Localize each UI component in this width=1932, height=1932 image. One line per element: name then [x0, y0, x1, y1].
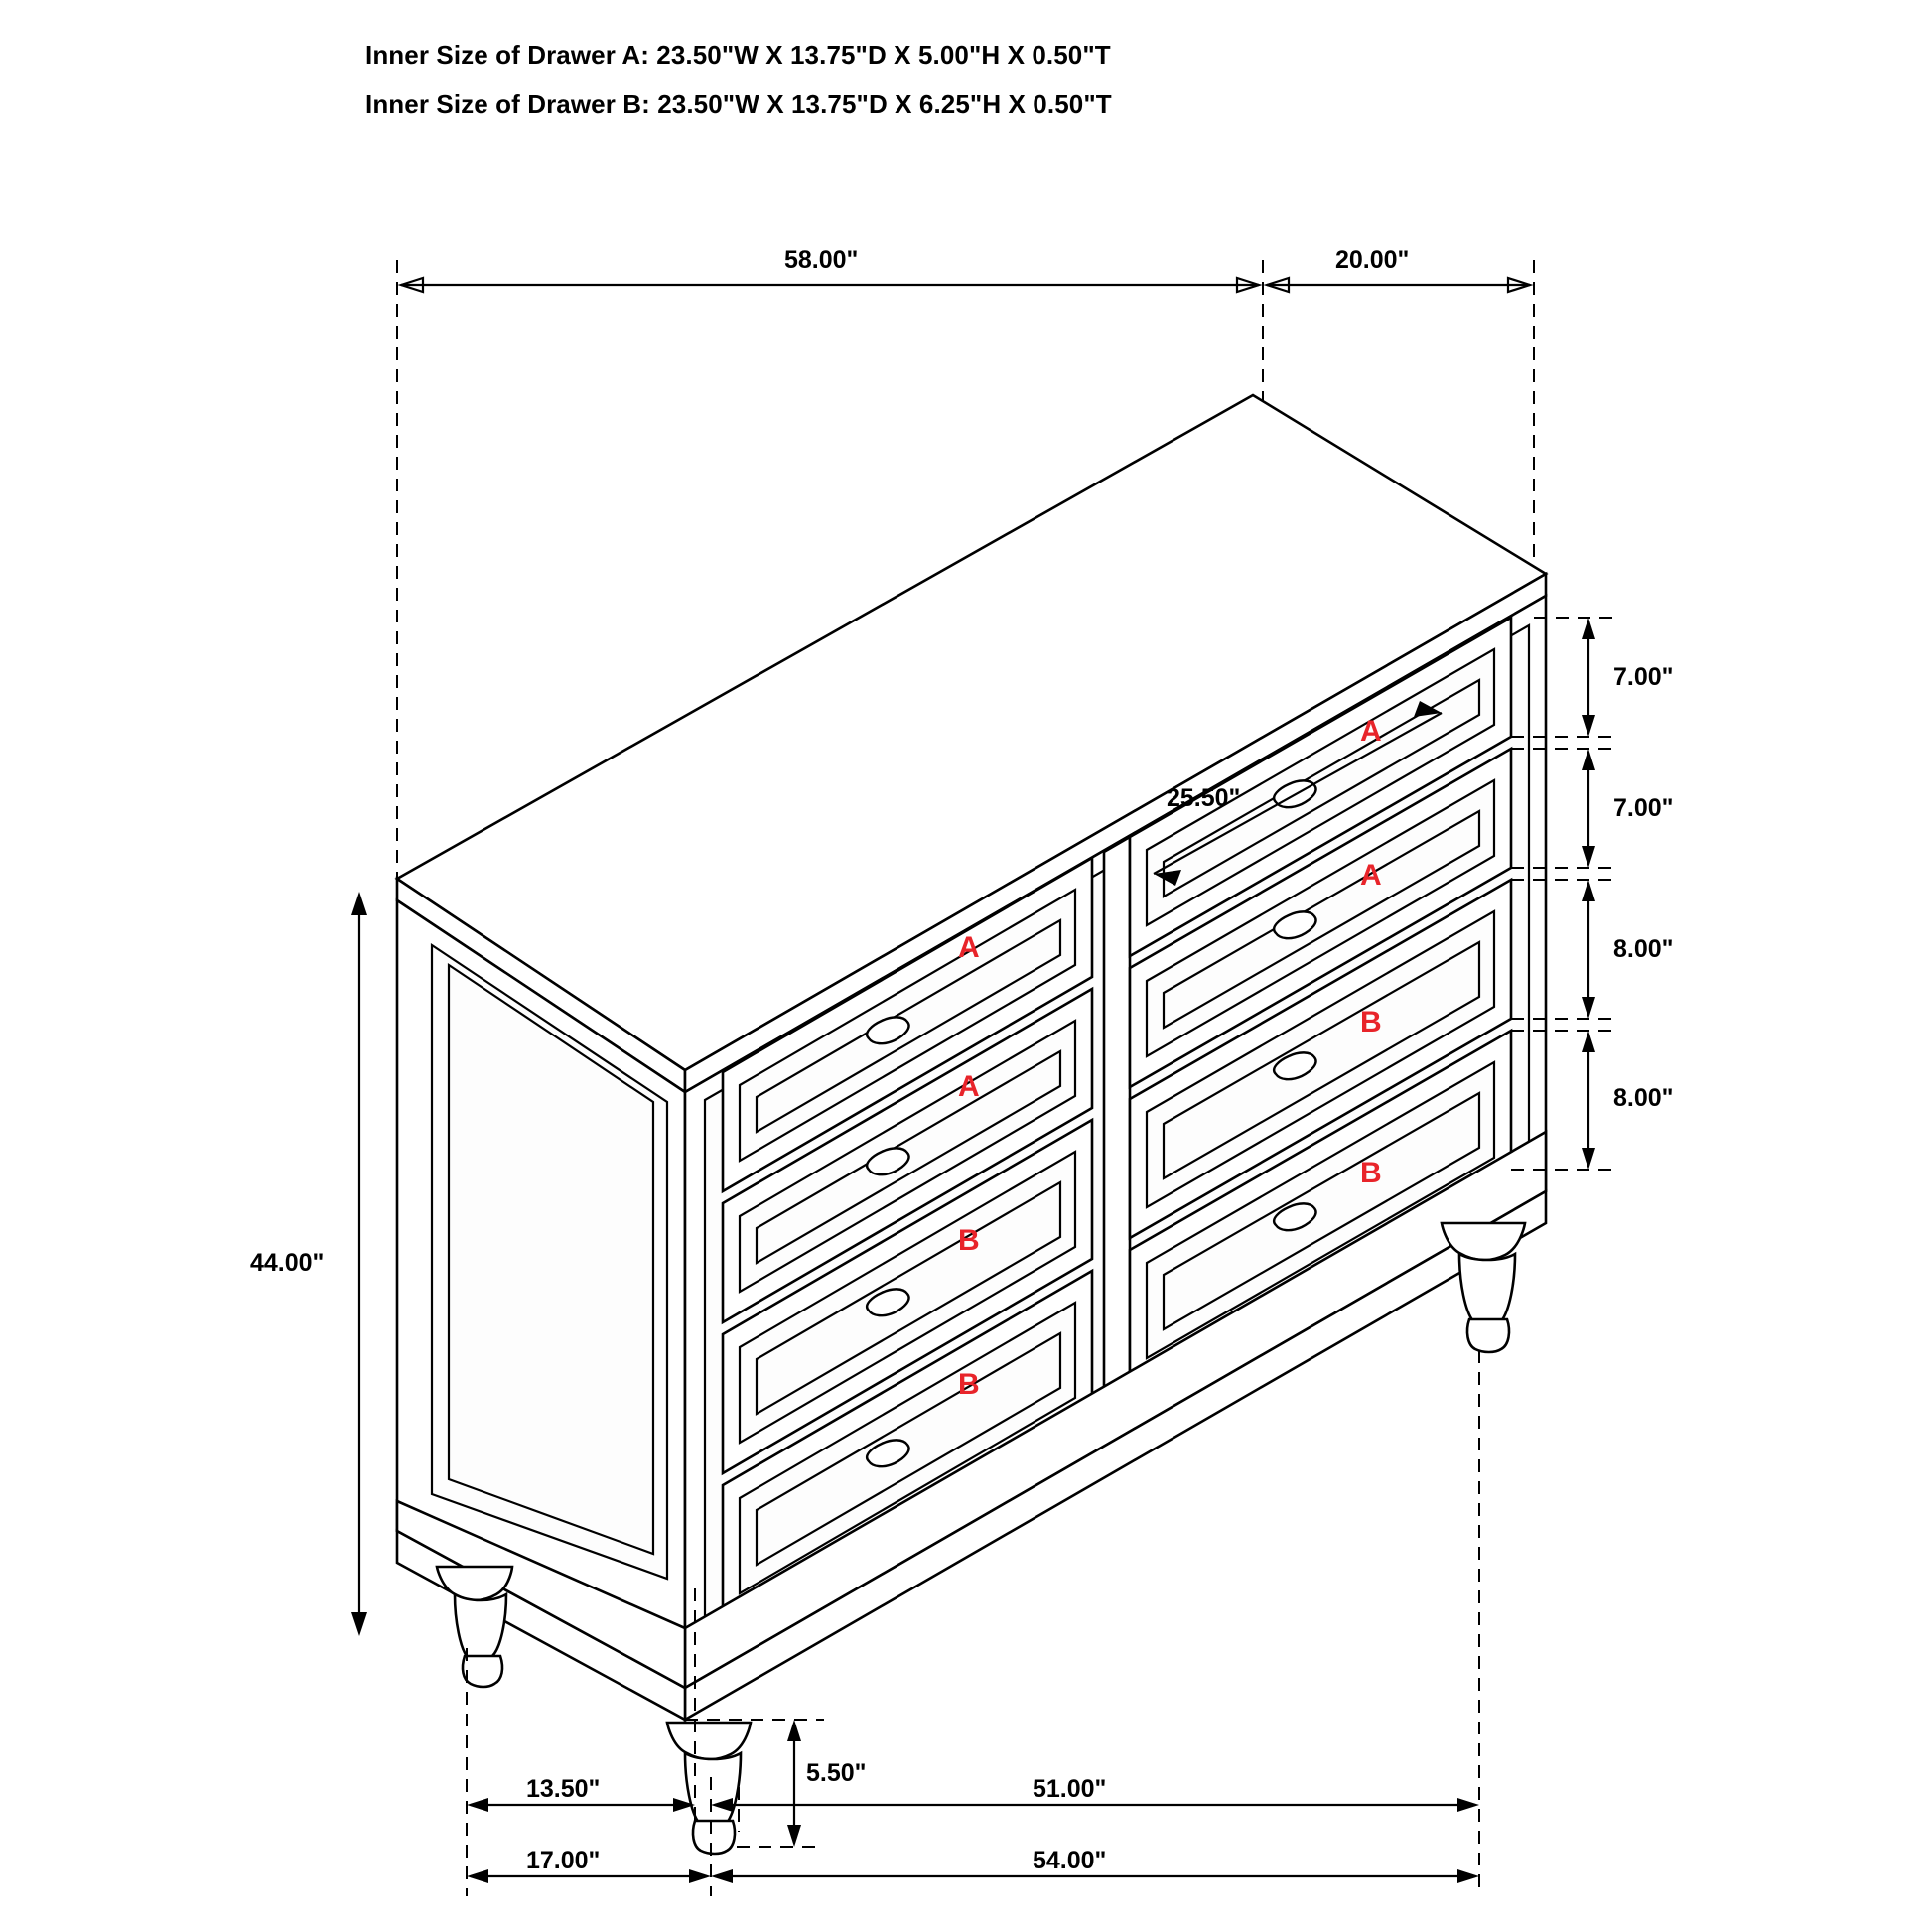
drawer-label-left-3: B [958, 1224, 980, 1257]
drawer-b-inner-size-note: Inner Size of Drawer B: 23.50"W X 13.75"D X 6.25"H X 0.50"T [365, 89, 1112, 119]
leg-front-right [1442, 1223, 1525, 1352]
dim-right-3: 8.00" [1613, 935, 1674, 963]
dim-right-4: 8.00" [1613, 1084, 1674, 1112]
dim-right-1: 7.00" [1613, 663, 1674, 691]
dim-right-2: 7.00" [1613, 794, 1674, 822]
leg-back-left [437, 1567, 512, 1687]
drawer-label-right-3: B [1360, 1006, 1382, 1038]
dim-base-left: 17.00" [526, 1847, 601, 1874]
dim-base-right: 54.00" [1033, 1847, 1107, 1874]
dim-bottom-right: 51.00" [1033, 1775, 1107, 1803]
drawer-label-left-2: A [958, 1070, 980, 1103]
drawer-label-right-2: A [1360, 859, 1382, 892]
drawer-label-left-1: A [958, 931, 980, 964]
dim-total-height: 44.00" [250, 1249, 325, 1277]
drawer-a-inner-size-note: Inner Size of Drawer A: 23.50"W X 13.75"D X 5.00"H X 0.50"T [365, 40, 1111, 69]
dim-top-width: 58.00" [784, 246, 859, 274]
left-height-dimension [351, 892, 367, 1636]
dim-leg-clearance: 5.50" [806, 1759, 867, 1787]
dim-drawer-front-width: 25.50" [1167, 784, 1241, 812]
drawer-label-right-1: A [1360, 715, 1382, 748]
dresser-body [397, 395, 1546, 1854]
drawer-label-right-4: B [1360, 1157, 1382, 1189]
dim-top-depth: 20.00" [1335, 246, 1410, 274]
dim-bottom-left: 13.50" [526, 1775, 601, 1803]
drawer-label-left-4: B [958, 1368, 980, 1401]
